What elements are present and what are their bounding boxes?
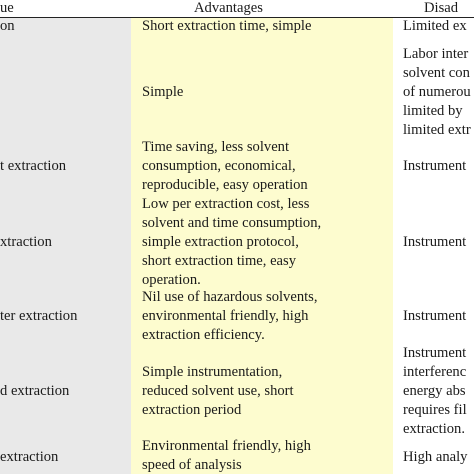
disadvantages-cell: Instrument	[403, 308, 467, 324]
advantages-line: extraction efficiency.	[142, 327, 265, 343]
disadvantages-line: Instrument	[403, 345, 467, 361]
disadvantages-line: extraction.	[403, 421, 465, 437]
technique-cell: ter extraction	[0, 308, 78, 324]
disadvantages-line: solvent con	[403, 65, 470, 81]
advantages-cell: Simple	[142, 84, 184, 100]
technique-cell: on	[0, 18, 15, 34]
advantages-line: operation.	[142, 272, 201, 288]
technique-cell: t extraction	[0, 158, 67, 174]
advantages-line: speed of analysis	[142, 457, 242, 473]
advantages-line: solvent and time consumption,	[142, 215, 322, 231]
advantages-cell	[142, 195, 321, 290]
advantages-cell	[142, 138, 308, 195]
advantages-line: reproducible, easy operation	[142, 177, 308, 193]
advantages-line: Environmental friendly, high	[142, 438, 311, 454]
disadvantages-line: Labor inter	[403, 46, 469, 62]
technique-cell: extraction	[0, 449, 59, 465]
disadvantages-cell	[403, 45, 471, 140]
advantages-line: Nil use of hazardous solvents,	[142, 289, 318, 305]
disadvantages-line: limited extr	[403, 122, 471, 138]
disadvantages-line: interferenc	[403, 364, 467, 380]
disadvantages-cell: Limited ex	[403, 18, 467, 34]
advantages-line: consumption, economical,	[142, 158, 296, 174]
header-technique: ue	[0, 0, 14, 16]
disadvantages-line: requires fil	[403, 402, 467, 418]
disadvantages-line: energy abs	[403, 383, 466, 399]
advantages-line: environmental friendly, high	[142, 308, 309, 324]
advantages-line: Simple instrumentation,	[142, 364, 283, 380]
advantages-line: short extraction time, easy	[142, 253, 296, 269]
technique-cell: xtraction	[0, 234, 52, 250]
advantages-cell	[142, 437, 311, 475]
advantages-line: Time saving, less solvent	[142, 139, 290, 155]
disadvantages-cell: High analy	[403, 449, 468, 465]
advantages-line: reduced solvent use, short	[142, 383, 294, 399]
advantages-line: extraction period	[142, 402, 242, 418]
disadvantages-line: of numerou	[403, 84, 471, 100]
header-advantages: Advantages	[194, 0, 263, 16]
header-disadvantages: Disad	[424, 0, 459, 16]
advantages-cell	[142, 288, 318, 345]
disadvantages-cell	[403, 344, 467, 439]
disadvantages-cell: Instrument	[403, 234, 467, 250]
advantages-line: simple extraction protocol,	[142, 234, 299, 250]
disadvantages-cell: Instrument	[403, 158, 467, 174]
advantages-cell: Short extraction time, simple	[142, 18, 312, 34]
advantages-line: Low per extraction cost, less	[142, 196, 310, 212]
disadvantages-line: limited by	[403, 103, 463, 119]
advantages-cell	[142, 363, 294, 420]
technique-cell: d extraction	[0, 383, 70, 399]
